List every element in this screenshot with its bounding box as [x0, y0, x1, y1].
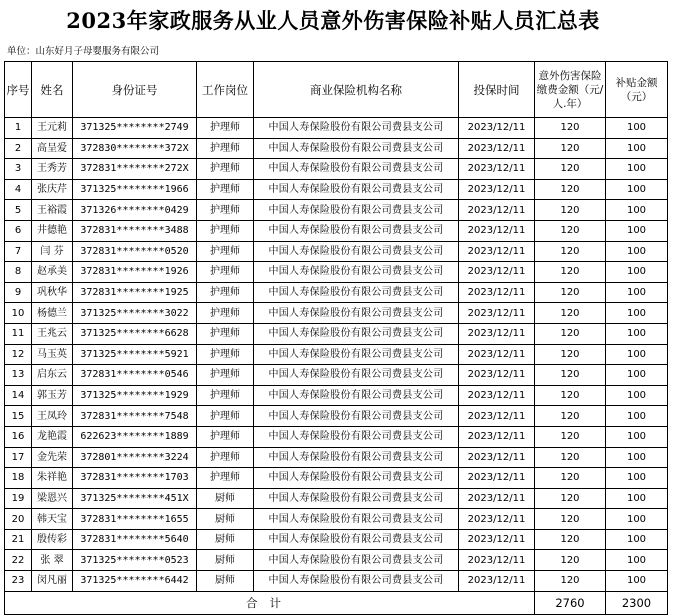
cell-org: 中国人寿保险股份有限公司费县支公司: [254, 303, 459, 324]
cell-subsidy: 100: [606, 426, 668, 447]
cell-date: 2023/12/11: [459, 468, 535, 489]
cell-date: 2023/12/11: [459, 426, 535, 447]
cell-seq: 4: [5, 179, 32, 200]
cell-id: 371325********6628: [73, 323, 197, 344]
cell-seq: 7: [5, 241, 32, 262]
cell-name: 马玉英: [32, 344, 73, 365]
cell-premium: 120: [535, 385, 606, 406]
cell-premium: 120: [535, 509, 606, 530]
cell-job: 护理师: [197, 241, 254, 262]
cell-premium: 120: [535, 200, 606, 221]
cell-job: 护理师: [197, 282, 254, 303]
total-row: [5, 591, 668, 614]
cell-org: 中国人寿保险股份有限公司费县支公司: [254, 571, 459, 592]
cell-premium: 120: [535, 529, 606, 550]
cell-name: 龙艳霞: [32, 426, 73, 447]
cell-premium: 120: [535, 159, 606, 180]
cell-subsidy: 100: [606, 550, 668, 571]
col-header-id: 身份证号: [73, 62, 197, 118]
cell-seq: 14: [5, 385, 32, 406]
col-header-job: 工作岗位: [197, 62, 254, 118]
cell-id: 372831********5640: [73, 529, 197, 550]
cell-subsidy: 100: [606, 406, 668, 427]
cell-org: 中国人寿保险股份有限公司费县支公司: [254, 323, 459, 344]
table-row: [5, 241, 668, 262]
header-row: [5, 62, 668, 118]
cell-premium: 120: [535, 262, 606, 283]
cell-org: 中国人寿保险股份有限公司费县支公司: [254, 138, 459, 159]
cell-job: 护理师: [197, 365, 254, 386]
cell-org: 中国人寿保险股份有限公司费县支公司: [254, 509, 459, 530]
table-row: [5, 282, 668, 303]
cell-name: 殷传彩: [32, 529, 73, 550]
cell-date: 2023/12/11: [459, 179, 535, 200]
cell-job: 护理师: [197, 344, 254, 365]
cell-id: 371325********5921: [73, 344, 197, 365]
cell-seq: 22: [5, 550, 32, 571]
cell-org: 中国人寿保险股份有限公司费县支公司: [254, 200, 459, 221]
cell-org: 中国人寿保险股份有限公司费县支公司: [254, 447, 459, 468]
cell-id: 372831********272X: [73, 159, 197, 180]
cell-seq: 17: [5, 447, 32, 468]
table-row: [5, 447, 668, 468]
table-row: [5, 323, 668, 344]
cell-name: 王裕霞: [32, 200, 73, 221]
table-body: [5, 118, 668, 592]
col-header-seq: 序号: [5, 62, 32, 118]
cell-seq: 12: [5, 344, 32, 365]
cell-date: 2023/12/11: [459, 365, 535, 386]
cell-name: 朱祥艳: [32, 468, 73, 489]
table-row: [5, 529, 668, 550]
cell-id: 371325********6442: [73, 571, 197, 592]
cell-seq: 23: [5, 571, 32, 592]
cell-seq: 13: [5, 365, 32, 386]
cell-job: 护理师: [197, 406, 254, 427]
cell-date: 2023/12/11: [459, 447, 535, 468]
cell-id: 372830********372X: [73, 138, 197, 159]
col-header-subsidy: 补贴金额（元）: [606, 62, 668, 118]
cell-date: 2023/12/11: [459, 571, 535, 592]
total-subsidy: 2300: [606, 591, 668, 614]
table-row: [5, 262, 668, 283]
cell-premium: 120: [535, 323, 606, 344]
cell-seq: 5: [5, 200, 32, 221]
cell-name: 闫 芬: [32, 241, 73, 262]
cell-subsidy: 100: [606, 571, 668, 592]
table-row: [5, 344, 668, 365]
cell-seq: 10: [5, 303, 32, 324]
cell-id: 372831********1703: [73, 468, 197, 489]
cell-org: 中国人寿保险股份有限公司费县支公司: [254, 468, 459, 489]
cell-subsidy: 100: [606, 385, 668, 406]
cell-date: 2023/12/11: [459, 488, 535, 509]
cell-name: 梁恩兴: [32, 488, 73, 509]
cell-org: 中国人寿保险股份有限公司费县支公司: [254, 118, 459, 139]
cell-premium: 120: [535, 303, 606, 324]
cell-subsidy: 100: [606, 138, 668, 159]
cell-date: 2023/12/11: [459, 406, 535, 427]
cell-id: 372831********0520: [73, 241, 197, 262]
table-row: [5, 303, 668, 324]
cell-org: 中国人寿保险股份有限公司费县支公司: [254, 488, 459, 509]
cell-name: 高呈爱: [32, 138, 73, 159]
cell-subsidy: 100: [606, 365, 668, 386]
cell-subsidy: 100: [606, 509, 668, 530]
table-row: [5, 365, 668, 386]
cell-premium: 120: [535, 282, 606, 303]
cell-org: 中国人寿保险股份有限公司费县支公司: [254, 241, 459, 262]
cell-seq: 18: [5, 468, 32, 489]
cell-id: 371325********1929: [73, 385, 197, 406]
cell-id: 372831********7548: [73, 406, 197, 427]
table-row: [5, 468, 668, 489]
cell-name: 张庆芹: [32, 179, 73, 200]
table-header: [5, 62, 668, 118]
cell-date: 2023/12/11: [459, 344, 535, 365]
cell-seq: 21: [5, 529, 32, 550]
cell-org: 中国人寿保险股份有限公司费县支公司: [254, 529, 459, 550]
table-row: [5, 200, 668, 221]
cell-name: 张 翠: [32, 550, 73, 571]
cell-premium: 120: [535, 447, 606, 468]
cell-subsidy: 100: [606, 529, 668, 550]
table-row: [5, 179, 668, 200]
col-header-name: 姓名: [32, 62, 73, 118]
table-row: [5, 426, 668, 447]
col-header-date: 投保时间: [459, 62, 535, 118]
cell-date: 2023/12/11: [459, 241, 535, 262]
cell-seq: 6: [5, 220, 32, 241]
cell-premium: 120: [535, 488, 606, 509]
cell-date: 2023/12/11: [459, 550, 535, 571]
cell-job: 护理师: [197, 303, 254, 324]
cell-name: 启东云: [32, 365, 73, 386]
summary-table: [4, 61, 668, 615]
table-row: [5, 509, 668, 530]
page-title: 2023年家政服务从业人员意外伤害保险补贴人员汇总表: [66, 8, 600, 33]
cell-id: 372831********0546: [73, 365, 197, 386]
cell-name: 王兆云: [32, 323, 73, 344]
cell-subsidy: 100: [606, 282, 668, 303]
cell-id: 371325********451X: [73, 488, 197, 509]
cell-subsidy: 100: [606, 468, 668, 489]
cell-job: 护理师: [197, 262, 254, 283]
cell-date: 2023/12/11: [459, 262, 535, 283]
cell-date: 2023/12/11: [459, 385, 535, 406]
cell-premium: 120: [535, 179, 606, 200]
table-row: [5, 550, 668, 571]
cell-name: 金先荣: [32, 447, 73, 468]
total-label: 合计: [5, 591, 535, 614]
cell-job: 护理师: [197, 468, 254, 489]
cell-date: 2023/12/11: [459, 529, 535, 550]
cell-name: 闵凡丽: [32, 571, 73, 592]
cell-subsidy: 100: [606, 118, 668, 139]
cell-subsidy: 100: [606, 179, 668, 200]
cell-subsidy: 100: [606, 200, 668, 221]
cell-job: 护理师: [197, 138, 254, 159]
cell-org: 中国人寿保险股份有限公司费县支公司: [254, 282, 459, 303]
cell-job: 护理师: [197, 200, 254, 221]
cell-subsidy: 100: [606, 159, 668, 180]
cell-subsidy: 100: [606, 220, 668, 241]
cell-subsidy: 100: [606, 488, 668, 509]
cell-id: 372831********1925: [73, 282, 197, 303]
cell-id: 372831********1655: [73, 509, 197, 530]
cell-job: 护理师: [197, 447, 254, 468]
cell-name: 巩秋华: [32, 282, 73, 303]
cell-job: 护理师: [197, 323, 254, 344]
cell-seq: 11: [5, 323, 32, 344]
cell-id: 371325********3022: [73, 303, 197, 324]
cell-premium: 120: [535, 344, 606, 365]
cell-seq: 8: [5, 262, 32, 283]
cell-name: 井德艳: [32, 220, 73, 241]
cell-org: 中国人寿保险股份有限公司费县支公司: [254, 406, 459, 427]
cell-org: 中国人寿保险股份有限公司费县支公司: [254, 344, 459, 365]
cell-org: 中国人寿保险股份有限公司费县支公司: [254, 385, 459, 406]
cell-premium: 120: [535, 468, 606, 489]
cell-org: 中国人寿保险股份有限公司费县支公司: [254, 550, 459, 571]
col-header-org: 商业保险机构名称: [254, 62, 459, 118]
table-row: [5, 385, 668, 406]
cell-seq: 19: [5, 488, 32, 509]
cell-job: 护理师: [197, 220, 254, 241]
table-row: [5, 488, 668, 509]
cell-name: 韩天宝: [32, 509, 73, 530]
cell-date: 2023/12/11: [459, 118, 535, 139]
cell-subsidy: 100: [606, 323, 668, 344]
cell-subsidy: 100: [606, 344, 668, 365]
cell-name: 赵承美: [32, 262, 73, 283]
table-row: [5, 406, 668, 427]
cell-seq: 1: [5, 118, 32, 139]
cell-premium: 120: [535, 118, 606, 139]
cell-id: 622623********1889: [73, 426, 197, 447]
cell-date: 2023/12/11: [459, 138, 535, 159]
cell-job: 厨师: [197, 571, 254, 592]
cell-subsidy: 100: [606, 262, 668, 283]
cell-premium: 120: [535, 241, 606, 262]
total-premium: 2760: [535, 591, 606, 614]
cell-org: 中国人寿保险股份有限公司费县支公司: [254, 262, 459, 283]
cell-id: 371325********0523: [73, 550, 197, 571]
col-header-premium: 意外伤害保险缴费金额（元/人.年）: [535, 62, 606, 118]
cell-date: 2023/12/11: [459, 220, 535, 241]
cell-premium: 120: [535, 406, 606, 427]
cell-id: 372831********1926: [73, 262, 197, 283]
table-row: [5, 571, 668, 592]
table-row: [5, 118, 668, 139]
cell-name: 郭玉芳: [32, 385, 73, 406]
cell-premium: 120: [535, 426, 606, 447]
cell-seq: 2: [5, 138, 32, 159]
unit-label: 单位：山东好月子母婴服务有限公司: [7, 46, 160, 57]
cell-id: 371326********0429: [73, 200, 197, 221]
table-row: [5, 138, 668, 159]
cell-premium: 120: [535, 550, 606, 571]
cell-name: 王元莉: [32, 118, 73, 139]
cell-id: 371325********1966: [73, 179, 197, 200]
cell-org: 中国人寿保险股份有限公司费县支公司: [254, 159, 459, 180]
cell-date: 2023/12/11: [459, 200, 535, 221]
cell-job: 护理师: [197, 179, 254, 200]
cell-date: 2023/12/11: [459, 323, 535, 344]
cell-job: 厨师: [197, 509, 254, 530]
cell-premium: 120: [535, 220, 606, 241]
cell-subsidy: 100: [606, 241, 668, 262]
cell-job: 厨师: [197, 529, 254, 550]
cell-seq: 15: [5, 406, 32, 427]
cell-job: 厨师: [197, 550, 254, 571]
cell-premium: 120: [535, 138, 606, 159]
cell-id: 371325********2749: [73, 118, 197, 139]
table-row: [5, 159, 668, 180]
table-row: [5, 220, 668, 241]
cell-job: 护理师: [197, 385, 254, 406]
cell-job: 护理师: [197, 159, 254, 180]
cell-job: 护理师: [197, 118, 254, 139]
cell-name: 王秀芳: [32, 159, 73, 180]
cell-org: 中国人寿保险股份有限公司费县支公司: [254, 365, 459, 386]
cell-name: 王凤玲: [32, 406, 73, 427]
cell-date: 2023/12/11: [459, 509, 535, 530]
cell-date: 2023/12/11: [459, 159, 535, 180]
cell-org: 中国人寿保险股份有限公司费县支公司: [254, 426, 459, 447]
cell-seq: 9: [5, 282, 32, 303]
table-footer: [5, 591, 668, 614]
cell-job: 厨师: [197, 488, 254, 509]
cell-seq: 3: [5, 159, 32, 180]
cell-premium: 120: [535, 365, 606, 386]
cell-seq: 16: [5, 426, 32, 447]
cell-subsidy: 100: [606, 447, 668, 468]
cell-org: 中国人寿保险股份有限公司费县支公司: [254, 220, 459, 241]
cell-date: 2023/12/11: [459, 282, 535, 303]
cell-premium: 120: [535, 571, 606, 592]
cell-org: 中国人寿保险股份有限公司费县支公司: [254, 179, 459, 200]
cell-name: 杨德兰: [32, 303, 73, 324]
cell-subsidy: 100: [606, 303, 668, 324]
cell-id: 372831********3488: [73, 220, 197, 241]
cell-job: 护理师: [197, 426, 254, 447]
cell-id: 372801********3224: [73, 447, 197, 468]
cell-seq: 20: [5, 509, 32, 530]
cell-date: 2023/12/11: [459, 303, 535, 324]
